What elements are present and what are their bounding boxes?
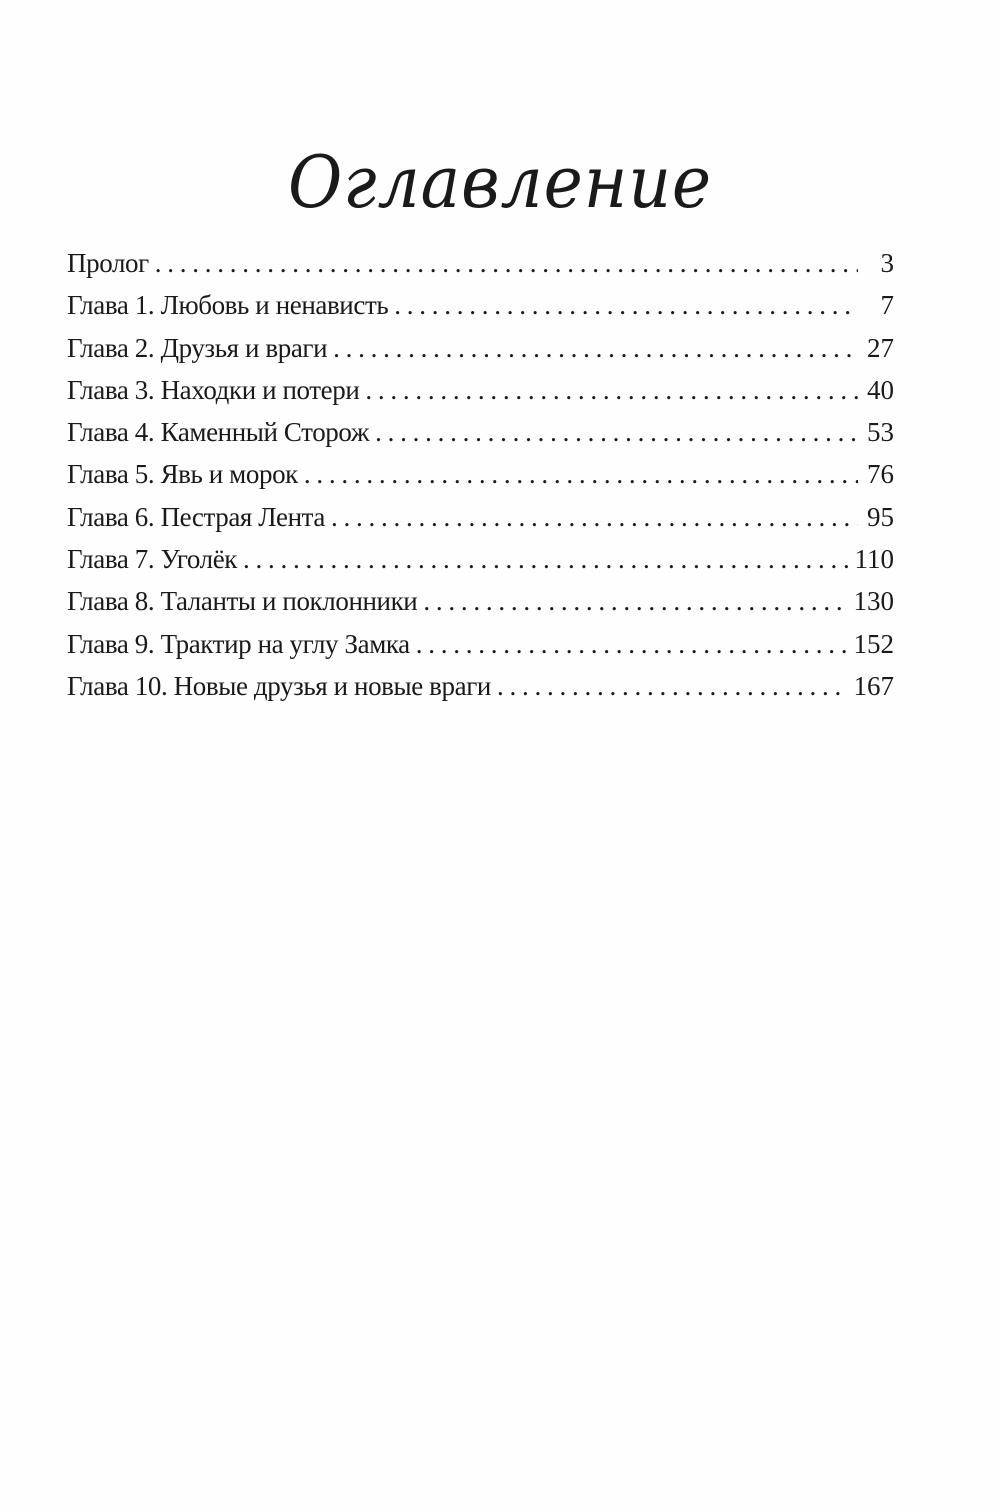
dot-leader [416, 629, 848, 660]
toc-entry[interactable] [67, 375, 894, 417]
toc-entry-page: 27 [867, 332, 894, 363]
toc-entry-label: Глава 8. Таланты и поклонники [67, 586, 418, 617]
toc-entry-page: 110 [854, 544, 894, 575]
toc-entry[interactable] [67, 333, 894, 375]
dot-leader [333, 333, 858, 364]
toc-entry-label: Глава 1. Любовь и ненависть [67, 290, 389, 321]
dot-leader [365, 375, 858, 406]
toc-entry-label: Глава 6. Пестрая Лента [67, 501, 325, 532]
toc-entry-label: Пролог [67, 248, 149, 278]
toc-entry[interactable] [67, 459, 894, 501]
toc-entry-page: 76 [867, 459, 894, 490]
toc-entry-label: Глава 9. Трактир на углу Замка [67, 628, 410, 659]
dot-leader [394, 290, 858, 321]
toc-entry-page: 7 [880, 290, 894, 321]
dot-leader [423, 586, 847, 617]
toc-entry-page: 167 [853, 670, 894, 701]
dot-leader [155, 248, 858, 279]
toc-entry[interactable] [67, 290, 894, 332]
toc-entry-page: 130 [853, 586, 894, 617]
toc-entry-page: 40 [867, 374, 894, 405]
toc-entry-label: Глава 3. Находки и потери [67, 374, 360, 405]
toc-entry-label: Глава 7. Уголёк [67, 544, 238, 575]
toc-entry[interactable] [67, 671, 894, 713]
toc-entry[interactable] [67, 544, 894, 586]
page-title: Оглавление [287, 140, 713, 224]
toc-entry-page: 152 [853, 628, 894, 659]
toc-entry-label: Глава 10. Новые друзья и новые враги [67, 670, 491, 701]
toc-entry[interactable] [67, 502, 894, 544]
dot-leader [331, 502, 858, 533]
toc-entry[interactable] [67, 417, 894, 459]
toc-entry-label: Глава 4. Каменный Сторож [67, 417, 370, 448]
toc-entry[interactable] [67, 586, 894, 628]
dot-leader [304, 459, 858, 490]
dot-leader [243, 544, 848, 575]
toc-entry-page: 95 [867, 501, 894, 532]
toc-entry-label: Глава 5. Явь и морок [67, 459, 298, 490]
toc-entry[interactable] [67, 629, 894, 671]
dot-leader [375, 417, 858, 448]
toc-entry[interactable] [67, 248, 894, 290]
dot-leader [497, 671, 848, 702]
toc-entry-page: 53 [867, 417, 894, 448]
toc-entry-page: 3 [880, 248, 894, 278]
table-of-contents [67, 248, 894, 713]
toc-entry-label: Глава 2. Друзья и враги [67, 332, 328, 363]
